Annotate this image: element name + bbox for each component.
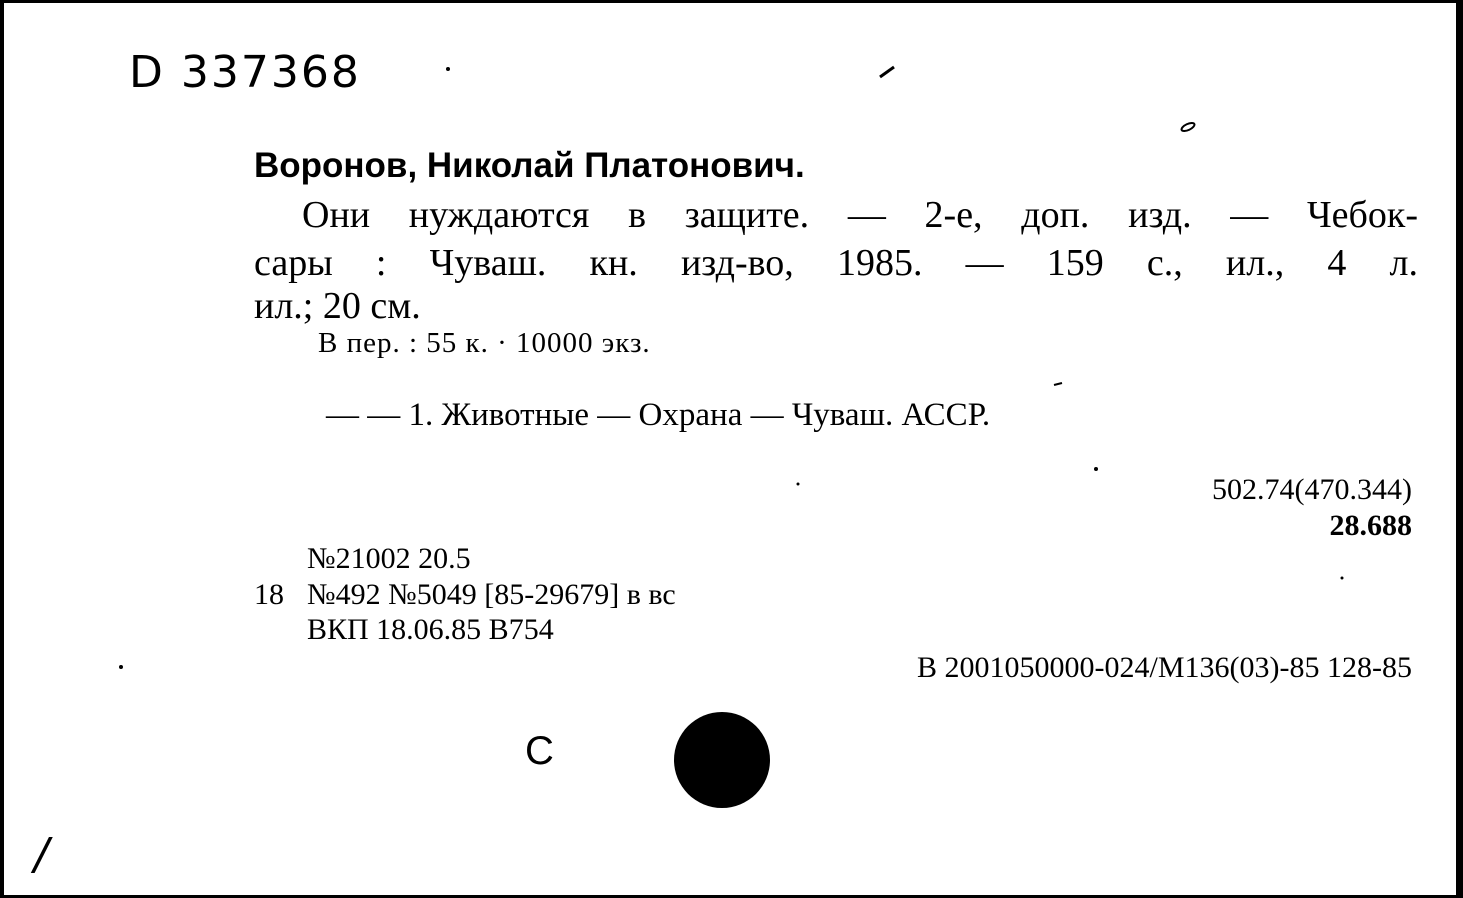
pen-marks xyxy=(4,3,1454,893)
description-line-3: ил.; 20 см. xyxy=(254,285,421,327)
technical-line-1: №21002 20.5 xyxy=(307,542,471,575)
corner-mark: / xyxy=(34,829,49,880)
speck-mark xyxy=(446,67,450,71)
mark-over-letter xyxy=(1054,383,1062,385)
description-line-2: сары : Чуваш. кн. изд-во, 1985. — 159 с., ил., 4 л. xyxy=(254,242,1418,284)
pen-loop-mark xyxy=(1180,121,1195,132)
technical-line-2-prefix: 18 xyxy=(254,578,284,611)
pen-stroke-mark xyxy=(880,67,894,77)
speck-mark xyxy=(1094,467,1098,471)
speck-mark xyxy=(1341,577,1344,580)
speck-mark xyxy=(119,665,123,669)
speck-mark xyxy=(797,483,800,486)
technical-line-2: №492 №5049 [85-29679] в вс xyxy=(307,578,676,611)
price-line: В пер. : 55 к. · 10000 экз. xyxy=(318,327,651,359)
bbk-number: 28.688 xyxy=(1329,509,1412,542)
udc-number: 502.74(470.344) xyxy=(1212,473,1412,506)
letter-mark: С xyxy=(525,729,554,773)
description-line-1: Они нуждаются в защите. — 2-е, доп. изд. — Чебок- xyxy=(302,194,1418,236)
call-number: D 337368 xyxy=(129,47,361,98)
author-heading: Воронов, Николай Платонович. xyxy=(254,146,805,185)
subject-heading: — — 1. Животные — Охрана — Чуваш. АССР. xyxy=(326,397,991,433)
technical-line-3: ВКП 18.06.85 В754 xyxy=(307,613,554,646)
index-code: В 2001050000-024/М136(03)-85 128-85 xyxy=(917,651,1412,684)
